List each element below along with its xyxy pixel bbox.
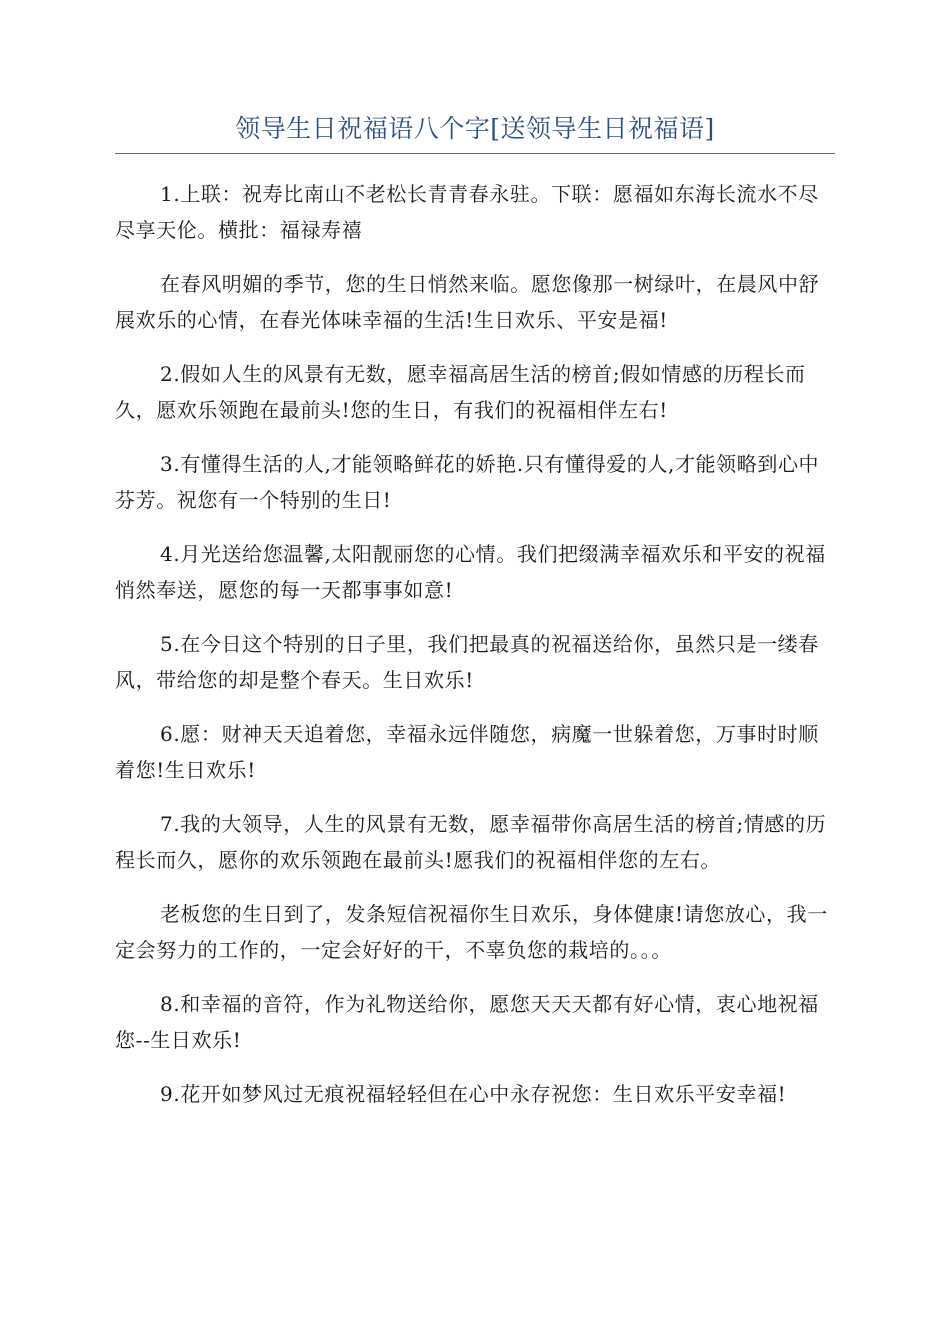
paragraph-9: 老板您的生日到了，发条短信祝福你生日欢乐，身体健康!请您放心，我一定会努力的工作的，一定会好好的干，不辜负您的栽培的。。。 bbox=[115, 902, 828, 962]
paragraph-6: 5.在今日这个特别的日子里，我们把最真的祝福送给你，虽然只是一缕春风，带给您的却是整个春天。生日欢乐! bbox=[115, 632, 819, 692]
paragraph-11: 9.花开如梦风过无痕祝福轻轻但在心中永存祝您：生日欢乐平安幸福! bbox=[160, 1082, 787, 1106]
title-underline bbox=[115, 153, 835, 154]
paragraph-10: 8.和幸福的音符，作为礼物送给你，愿您天天天都有好心情，衷心地祝福您--生日欢乐! bbox=[115, 992, 819, 1052]
paragraph-1: 1.上联：祝寿比南山不老松长青青春永驻。下联：愿福如东海长流水不尽尽享天伦。横批：福禄寿禧 bbox=[115, 182, 819, 242]
paragraph-3: 2.假如人生的风景有无数，愿幸福高居生活的榜首;假如情感的历程长而久，愿欢乐领跑在最前头!您的生日，有我们的祝福相伴左右! bbox=[115, 362, 806, 422]
paragraph-7: 6.愿：财神天天追着您，幸福永远伴随您，病魔一世躲着您，万事时时顺着您!生日欢乐! bbox=[115, 722, 819, 782]
document-title: 领导生日祝福语八个字[送领导生日祝福语] bbox=[235, 114, 715, 143]
paragraph-2: 在春风明媚的季节，您的生日悄然来临。愿您像那一树绿叶，在晨风中舒展欢乐的心情，在春光体味幸福的生活!生日欢乐、平安是福! bbox=[115, 272, 820, 332]
paragraph-8: 7.我的大领导，人生的风景有无数，愿幸福带你高居生活的榜首;情感的历程长而久，愿你的欢乐领跑在最前头!愿我们的祝福相伴您的左右。 bbox=[115, 812, 827, 872]
paragraph-4: 3.有懂得生活的人,才能领略鲜花的娇艳.只有懂得爱的人,才能领略到心中芬芳。祝您有一个特别的生日! bbox=[115, 452, 820, 512]
paragraph-5: 4.月光送给您温馨,太阳靓丽您的心情。我们把缀满幸福欢乐和平安的祝福悄然奉送，愿您的每一天都事事如意! bbox=[115, 542, 826, 602]
document-body bbox=[115, 176, 835, 1130]
